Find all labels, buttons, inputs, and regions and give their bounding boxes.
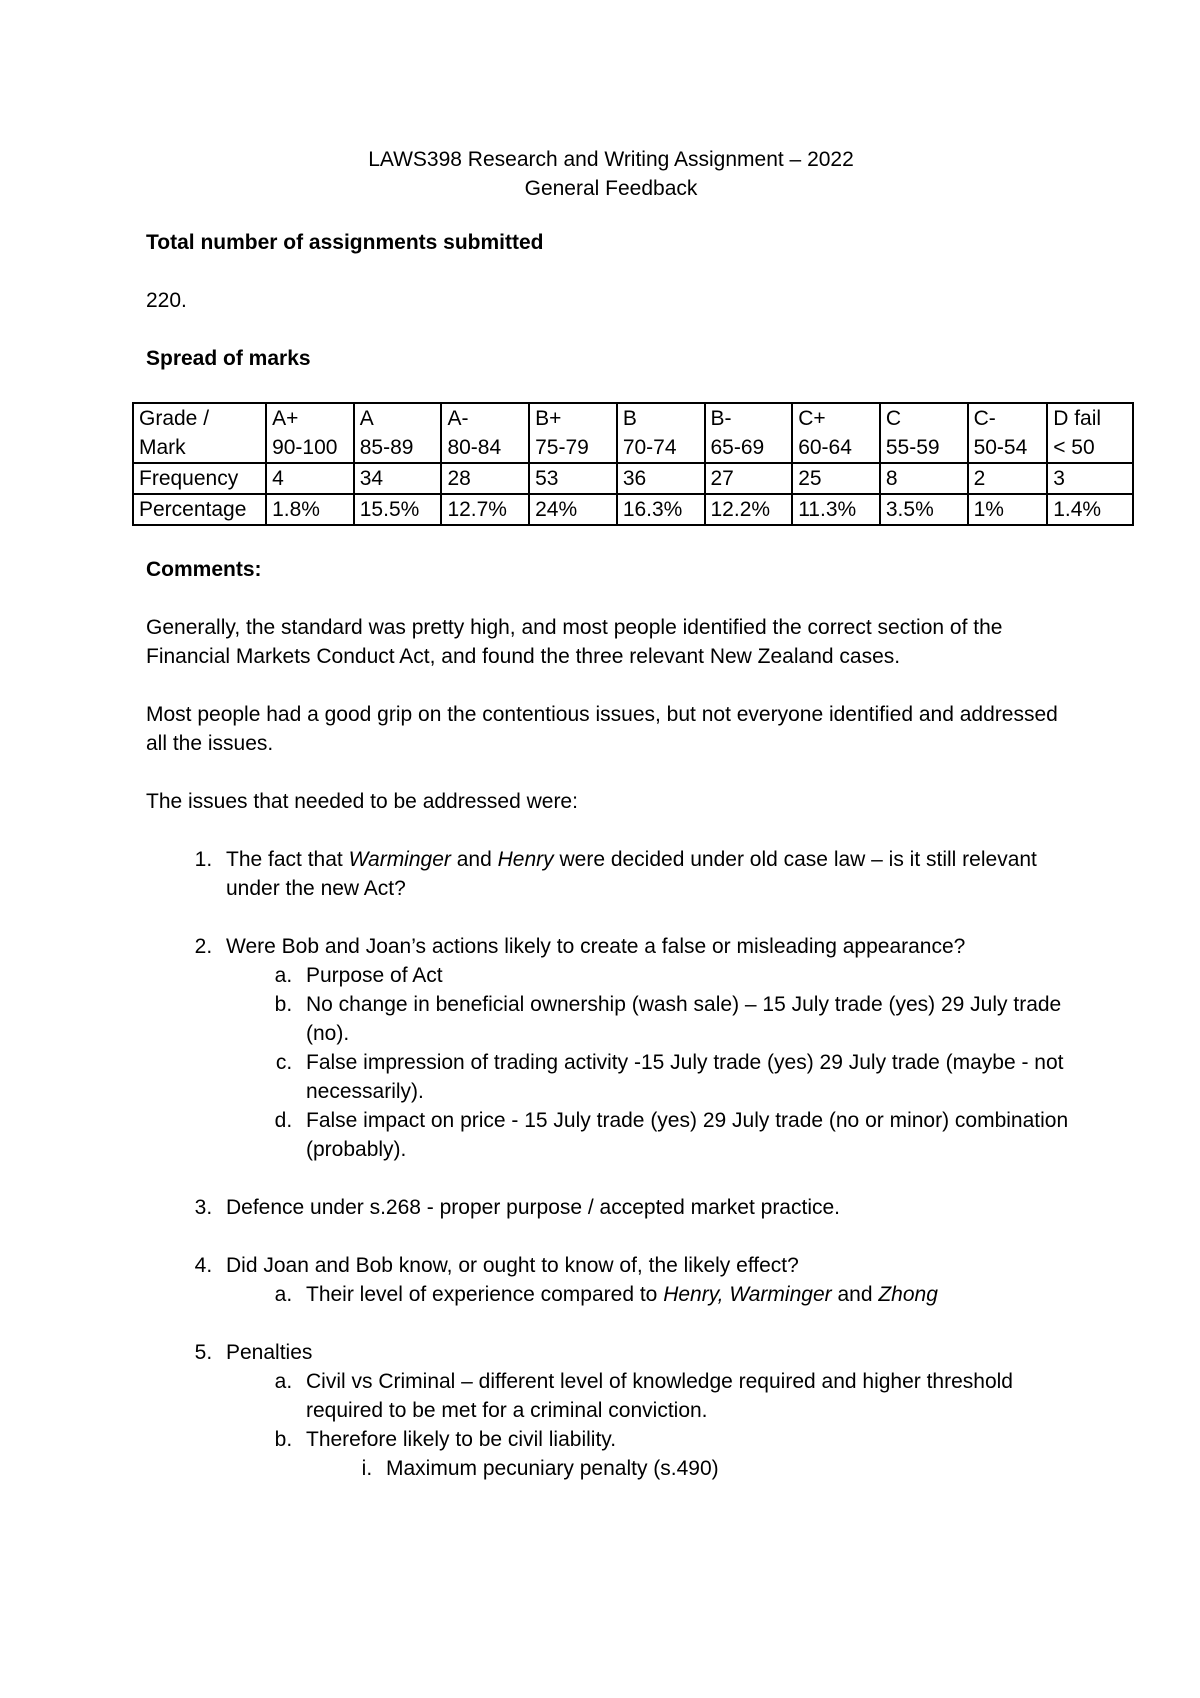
document-header [146, 145, 1076, 203]
frequency-cell: 4 [266, 463, 354, 494]
grade-cell: C+ 60-64 [792, 403, 880, 463]
submitted-count: 220. [146, 289, 187, 312]
grade-cell: C 55-59 [880, 403, 968, 463]
issue-item: 2. Were Bob and Joan’s actions likely to create a false or misleading appearance? a. Purpose of Act b. No change in beneficial ownership (wash sale) – 15 July trade (yes) 29 July trade (no). c. False impression of trading activity -15 July trade (yes) 29 July trade (maybe - not necessarily). d. False impact on price - 15 July trade (yes) 29 July trade (no or minor) combination (probably). [218, 932, 1076, 1164]
document-body [139, 145, 1102, 1512]
grade-cell: A+ 90-100 [266, 403, 354, 463]
case-name: Zhong [878, 1283, 938, 1306]
sub-sub-issue-item: i. Maximum pecuniary penalty (s.490) [378, 1454, 1076, 1483]
spread-heading: Spread of marks [146, 347, 311, 370]
grade-cell: B+ 75-79 [529, 403, 617, 463]
table-row-percentage [133, 494, 1133, 525]
sub-issue-item: b. Therefore likely to be civil liability. i. Maximum pecuniary penalty (s.490) [298, 1425, 1076, 1483]
issue-item: 1. The fact that Warminger and Henry were decided under old case law – is it still relevant under the new Act? [218, 845, 1076, 903]
sub-issue-item: a. Their level of experience compared to Henry, Warminger and Zhong [298, 1280, 1076, 1309]
frequency-cell: 28 [441, 463, 529, 494]
marks-table [132, 402, 1134, 526]
issue-item: 4. Did Joan and Bob know, or ought to know of, the likely effect? a. Their level of experience compared to Henry, Warminger and Zhong [218, 1251, 1076, 1309]
sub-issue-list [226, 961, 1076, 1164]
sub-issue-item: c. False impression of trading activity -15 July trade (yes) 29 July trade (maybe - not necessarily). [298, 1048, 1076, 1106]
sub-issue-item: b. No change in beneficial ownership (wash sale) – 15 July trade (yes) 29 July trade (no). [298, 990, 1076, 1048]
sub-issue-item: a. Civil vs Criminal – different level of knowledge required and higher threshold required to be met for a criminal conviction. [298, 1367, 1076, 1425]
row-label-percentage: Percentage [133, 494, 266, 525]
comments-heading: Comments: [146, 558, 262, 581]
sub-issue-list [226, 1367, 1076, 1483]
percentage-cell: 12.2% [705, 494, 793, 525]
submitted-heading: Total number of assignments submitted [146, 231, 544, 254]
row-label-frequency: Frequency [133, 463, 266, 494]
table-row-grade [133, 403, 1133, 463]
grade-cell: B 70-74 [617, 403, 705, 463]
frequency-cell: 53 [529, 463, 617, 494]
percentage-cell: 11.3% [792, 494, 880, 525]
frequency-cell: 3 [1047, 463, 1133, 494]
sub-sub-issue-list [306, 1454, 1076, 1483]
frequency-cell: 36 [617, 463, 705, 494]
frequency-cell: 27 [705, 463, 793, 494]
table-row-frequency [133, 463, 1133, 494]
percentage-cell: 12.7% [441, 494, 529, 525]
case-name: Warminger [348, 848, 451, 871]
percentage-cell: 24% [529, 494, 617, 525]
case-name: Henry, Warminger [663, 1283, 832, 1306]
grade-cell: A- 80-84 [441, 403, 529, 463]
grade-cell: C- 50-54 [968, 403, 1048, 463]
document-title: LAWS398 Research and Writing Assignment – 2022 [368, 148, 854, 171]
percentage-cell: 16.3% [617, 494, 705, 525]
frequency-cell: 34 [354, 463, 442, 494]
grade-cell: B- 65-69 [705, 403, 793, 463]
issues-list [146, 845, 1076, 1483]
issue-item: 3. Defence under s.268 - proper purpose / accepted market practice. [218, 1193, 1076, 1222]
grade-cell: A 85-89 [354, 403, 442, 463]
grade-cell: D fail < 50 [1047, 403, 1133, 463]
percentage-cell: 15.5% [354, 494, 442, 525]
sub-issue-list [226, 1280, 1076, 1309]
frequency-cell: 25 [792, 463, 880, 494]
frequency-cell: 2 [968, 463, 1048, 494]
percentage-cell: 1.8% [266, 494, 354, 525]
percentage-cell: 1% [968, 494, 1048, 525]
frequency-cell: 8 [880, 463, 968, 494]
sub-issue-item: a. Purpose of Act [298, 961, 1076, 990]
percentage-cell: 3.5% [880, 494, 968, 525]
row-label-grade: Grade / Mark [133, 403, 266, 463]
comment-paragraph: Generally, the standard was pretty high, and most people identified the correct section of the Financial Markets Conduct Act, and found the three relevant New Zealand cases. [146, 616, 1003, 668]
issue-item: 5. Penalties a. Civil vs Criminal – different level of knowledge required and higher threshold required to be met for a criminal conviction. b. Therefore likely to be civil liability. i. Maximum pecuniary penalty (s.490) [218, 1338, 1076, 1483]
case-name: Henry [497, 848, 554, 871]
document-subtitle: General Feedback [524, 177, 698, 200]
comment-paragraph: The issues that needed to be addressed were: [146, 790, 578, 813]
percentage-cell: 1.4% [1047, 494, 1133, 525]
sub-issue-item: d. False impact on price - 15 July trade (yes) 29 July trade (no or minor) combination (probably). [298, 1106, 1076, 1164]
comment-paragraph: Most people had a good grip on the contentious issues, but not everyone identified and addressed all the issues. [146, 703, 1058, 755]
